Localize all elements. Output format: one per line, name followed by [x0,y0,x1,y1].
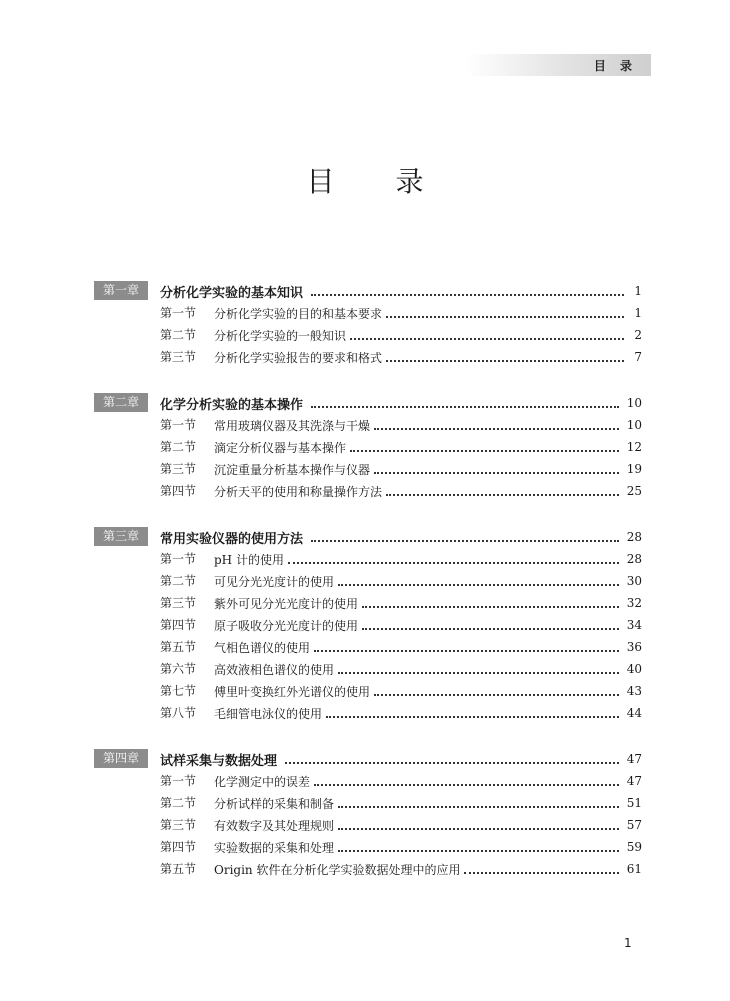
section-entry[interactable] [94,680,642,702]
leader-dots [338,850,619,852]
chapter-line [160,526,642,548]
leader-dots [350,338,624,340]
chapter-title: 分析化学实验的基本知识 [160,285,304,301]
section-number: 第六节 [160,662,197,676]
section-entry[interactable] [94,858,642,880]
section-line [214,770,642,792]
section-number: 第二节 [160,328,197,342]
chapter-entry[interactable] [94,392,642,414]
section-page-number: 19 [626,462,642,476]
section-page-number: 7 [634,350,642,364]
table-of-contents [94,280,642,904]
leader-dots [338,672,619,674]
leader-dots [314,784,619,786]
leader-dots [464,872,618,874]
section-line [214,302,642,324]
leader-dots [386,316,624,318]
section-page-number: 12 [626,440,642,454]
section-entry[interactable] [94,792,642,814]
section-line [214,548,642,570]
section-page-number: 28 [626,552,642,566]
leader-dots [314,650,619,652]
section-entry[interactable] [94,458,642,480]
chapter-line [160,748,642,770]
section-title: 紫外可见分光光度计的使用 [214,596,359,611]
section-line [214,592,642,614]
section-line [214,480,642,502]
chapter-title: 化学分析实验的基本操作 [160,397,304,413]
section-page-number: 30 [626,574,642,588]
page-title: 目 录 [306,165,450,198]
section-entry[interactable] [94,614,642,636]
chapter-group [94,748,642,880]
section-number: 第一节 [160,418,197,432]
section-page-number: 25 [626,484,642,498]
section-entry[interactable] [94,592,642,614]
section-line [214,346,642,368]
section-entry[interactable] [94,836,642,858]
section-number: 第四节 [160,840,197,854]
chapter-page-number: 28 [626,530,642,544]
section-title: 分析天平的使用和称量操作方法 [214,484,383,499]
section-line [214,436,642,458]
section-title: Origin 软件在分析化学实验数据处理中的应用 [214,862,461,877]
leader-dots [311,294,624,296]
section-number: 第一节 [160,306,197,320]
leader-dots [311,406,619,408]
section-entry[interactable] [94,702,642,724]
chapter-badge: 第一章 [94,281,148,300]
leader-dots [288,562,619,564]
section-entry[interactable] [94,814,642,836]
leader-dots [374,694,619,696]
section-title: 分析试样的采集和制备 [214,796,335,811]
footer-page-number: 1 [624,936,632,950]
section-page-number: 34 [626,618,642,632]
section-number: 第三节 [160,350,197,364]
section-page-number: 1 [634,306,642,320]
leader-dots [311,540,619,542]
section-title: 原子吸收分光光度计的使用 [214,618,359,633]
section-page-number: 43 [626,684,642,698]
section-entry[interactable] [94,570,642,592]
section-title: 气相色谱仪的使用 [214,640,311,655]
section-number: 第一节 [160,774,197,788]
section-number: 第三节 [160,462,197,476]
section-page-number: 57 [626,818,642,832]
chapter-page-number: 1 [634,284,642,298]
section-line [214,614,642,636]
section-number: 第八节 [160,706,197,720]
section-entry[interactable] [94,636,642,658]
section-line [214,658,642,680]
section-entry[interactable] [94,770,642,792]
section-entry[interactable] [94,324,642,346]
leader-dots [386,494,619,496]
section-page-number: 51 [626,796,642,810]
chapter-line [160,280,642,302]
running-header-label: 目 录 [593,59,637,73]
chapter-page-number: 47 [626,752,642,766]
section-line [214,324,642,346]
section-number: 第四节 [160,618,197,632]
section-number: 第五节 [160,640,197,654]
leader-dots [350,450,619,452]
section-entry[interactable] [94,436,642,458]
chapter-title: 常用实验仪器的使用方法 [160,531,304,547]
section-line [214,702,642,724]
chapter-entry[interactable] [94,748,642,770]
section-page-number: 47 [626,774,642,788]
section-line [214,814,642,836]
section-entry[interactable] [94,414,642,436]
leader-dots [374,428,619,430]
chapter-entry[interactable] [94,526,642,548]
section-page-number: 36 [626,640,642,654]
section-line [214,458,642,480]
section-title: 高效液相色谱仪的使用 [214,662,335,677]
leader-dots [338,806,619,808]
section-title: 分析化学实验的一般知识 [214,328,347,343]
section-page-number: 40 [626,662,642,676]
section-title: 常用玻璃仪器及其洗涤与干燥 [214,418,371,433]
chapter-badge: 第三章 [94,527,148,546]
section-title: 滴定分析仪器与基本操作 [214,440,347,455]
section-page-number: 32 [626,596,642,610]
section-title: 化学测定中的误差 [214,774,311,789]
chapter-group [94,526,642,724]
section-title: 有效数字及其处理规则 [214,818,335,833]
section-line [214,414,642,436]
section-line [214,570,642,592]
section-number: 第四节 [160,484,197,498]
section-page-number: 2 [634,328,642,342]
chapter-title: 试样采集与数据处理 [160,753,278,769]
section-number: 第二节 [160,796,197,810]
section-title: 可见分光光度计的使用 [214,574,335,589]
section-page-number: 44 [626,706,642,720]
running-header [466,54,651,76]
chapter-group [94,280,642,368]
section-line [214,858,642,880]
section-number: 第三节 [160,818,197,832]
section-line [214,680,642,702]
chapter-line [160,392,642,414]
section-title: 分析化学实验报告的要求和格式 [214,350,383,365]
section-number: 第一节 [160,552,197,566]
section-page-number: 10 [626,418,642,432]
leader-dots [338,828,619,830]
section-title: 沉淀重量分析基本操作与仪器 [214,462,371,477]
leader-dots [362,606,619,608]
section-entry[interactable] [94,346,642,368]
section-entry[interactable] [94,658,642,680]
section-number: 第二节 [160,440,197,454]
leader-dots [386,360,624,362]
leader-dots [338,584,619,586]
section-title: pH 计的使用 [214,552,284,567]
section-line [214,636,642,658]
leader-dots [326,716,619,718]
leader-dots [285,762,619,764]
section-number: 第三节 [160,596,197,610]
section-entry[interactable] [94,302,642,324]
section-title: 分析化学实验的目的和基本要求 [214,306,383,321]
chapter-group [94,392,642,502]
leader-dots [362,628,619,630]
section-line [214,836,642,858]
chapter-badge: 第四章 [94,749,148,768]
section-number: 第七节 [160,684,197,698]
chapter-entry[interactable] [94,280,642,302]
leader-dots [374,472,619,474]
section-title: 毛细管电泳仪的使用 [214,706,323,721]
section-page-number: 59 [626,840,642,854]
section-page-number: 61 [626,862,642,876]
section-line [214,792,642,814]
section-entry[interactable] [94,480,642,502]
section-number: 第五节 [160,862,197,876]
section-title: 傅里叶变换红外光谱仪的使用 [214,684,371,699]
section-number: 第二节 [160,574,197,588]
chapter-badge: 第二章 [94,393,148,412]
section-title: 实验数据的采集和处理 [214,840,335,855]
section-entry[interactable] [94,548,642,570]
chapter-page-number: 10 [626,396,642,410]
